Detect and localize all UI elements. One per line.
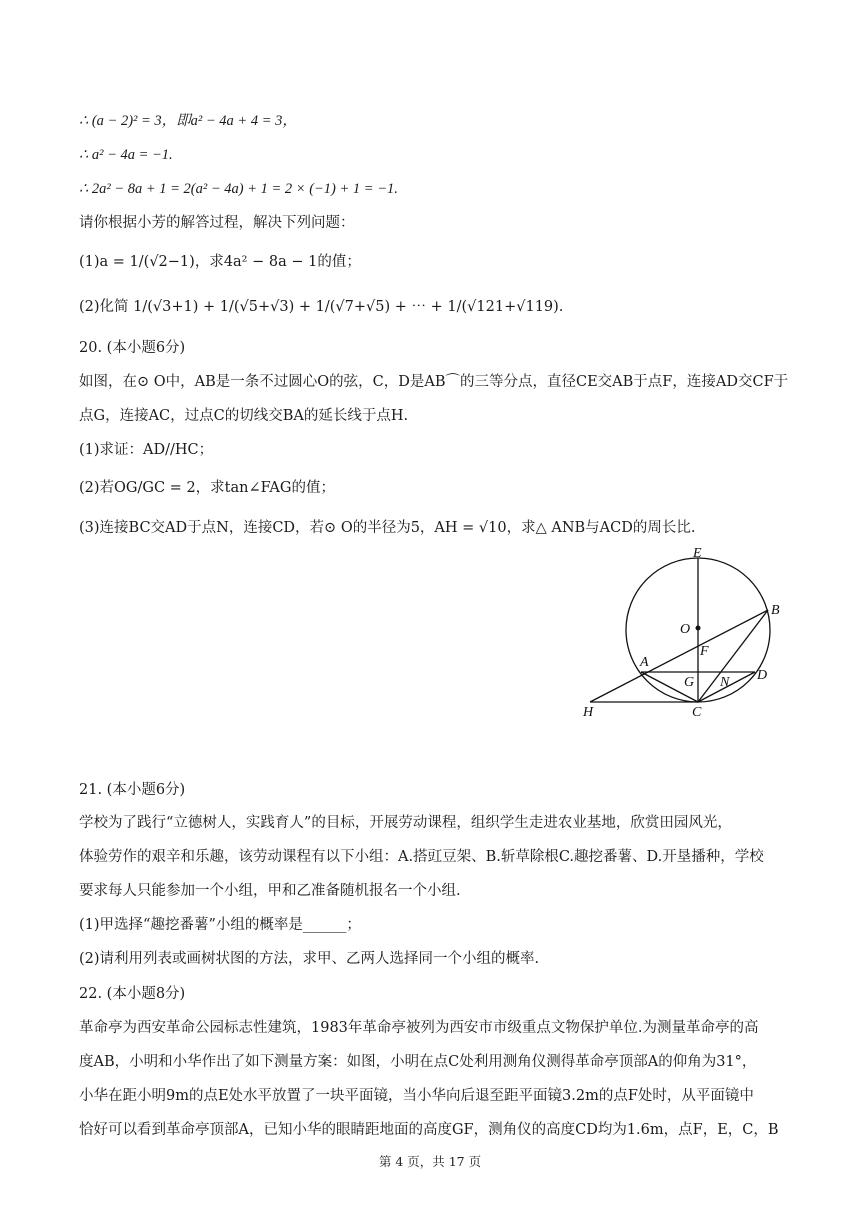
question-21-header: 21. (本小题6分)	[79, 782, 186, 798]
label-d: D	[757, 668, 768, 683]
question-21-text-3: 要求每人只能参加一个小组，甲和乙准备随机报名一个小组.	[79, 883, 461, 899]
solution-line-3: ∴ 2a² − 8a + 1 = 2(a² − 4a) + 1 = 2 × (−1) + 1 = −1.	[79, 181, 398, 197]
question-21-text-1: 学校为了践行“立德树人，实践育人”的目标，开展劳动课程，组织学生走进农业基地，欣赏田园风光，	[79, 815, 732, 831]
question-22-text-4: 恰好可以看到革命亭顶部A，已知小华的眼睛距地面的高度GF，测角仪的高度CD均为1.6m，点F，E，C，B	[79, 1122, 779, 1138]
sub-question-2: (2)化简 1/(√3+1) + 1/(√5+√3) + 1/(√7+√5) + ⋯ + 1/(√121+√119).	[79, 299, 564, 315]
label-b: B	[771, 603, 780, 618]
question-20-part-3: (3)连接BC交AD于点N，连接CD，若⊙ O的半径为5，AH = √10，求△ ANB与ACD的周长比.	[79, 520, 696, 536]
label-o: O	[680, 622, 691, 637]
sub-question-1: (1)a = 1/(√2−1)，求4a² − 8a − 1的值；	[79, 254, 361, 270]
question-22-header: 22. (本小题8分)	[79, 986, 186, 1002]
question-20-header: 20. (本小题6分)	[79, 340, 186, 356]
label-g: G	[684, 675, 695, 690]
label-h: H	[583, 705, 594, 720]
question-21-part-2: (2)请利用列表或画树状图的方法，求甲、乙两人选择同一个小组的概率.	[79, 951, 540, 967]
question-21-part-1: (1)甲选择“趣挖番薯”小组的概率是______；	[79, 917, 361, 933]
label-e: E	[693, 546, 702, 561]
label-c: C	[692, 705, 702, 720]
question-22-text-1: 革命亭为西安革命公园标志性建筑，1983年革命亭被列为西安市市级重点文物保护单位.为测量革命亭的高	[79, 1020, 759, 1036]
center-point-o	[696, 626, 701, 631]
question-21-text-2: 体验劳作的艰辛和乐趣，该劳动课程有以下小组：A.搭豇豆架、B.斩草除根C.趣挖番薯、D.开垦播种，学校	[79, 849, 764, 865]
circle-geometry-figure	[574, 543, 804, 723]
page-footer: 第 4 页，共 17 页	[378, 1154, 482, 1169]
label-n: N	[720, 675, 730, 690]
question-20-text-1: 如图，在⊙ O中，AB是一条不过圆心O的弦，C，D是AB⌒的三等分点，直径CE交AB于点F，连接AD交CF于	[79, 374, 789, 390]
question-20-part-1: (1)求证：AD//HC；	[79, 442, 214, 458]
question-22-text-3: 小华在距小明9m的点E处水平放置了一块平面镜，当小华向后退至距平面镜3.2m的点F处时，从平面镜中	[79, 1088, 754, 1104]
question-20-part-2: (2)若OG/GC = 2，求tan∠FAG的值；	[79, 480, 335, 496]
solution-line-2: ∴ a² − 4a = −1.	[79, 147, 173, 163]
label-a: A	[640, 655, 649, 670]
instruction-line: 请你根据小芳的解答过程，解决下列问题：	[79, 215, 355, 231]
label-f: F	[700, 644, 709, 659]
solution-line-1: ∴ (a − 2)² = 3，即a² − 4a + 4 = 3，	[79, 113, 297, 129]
question-22-text-2: 度AB，小明和小华作出了如下测量方案：如图，小明在点C处利用测角仪测得革命亭顶部A的仰角为31°，	[79, 1054, 757, 1070]
question-20-text-2: 点G，连接AC，过点C的切线交BA的延长线于点H.	[79, 408, 409, 424]
